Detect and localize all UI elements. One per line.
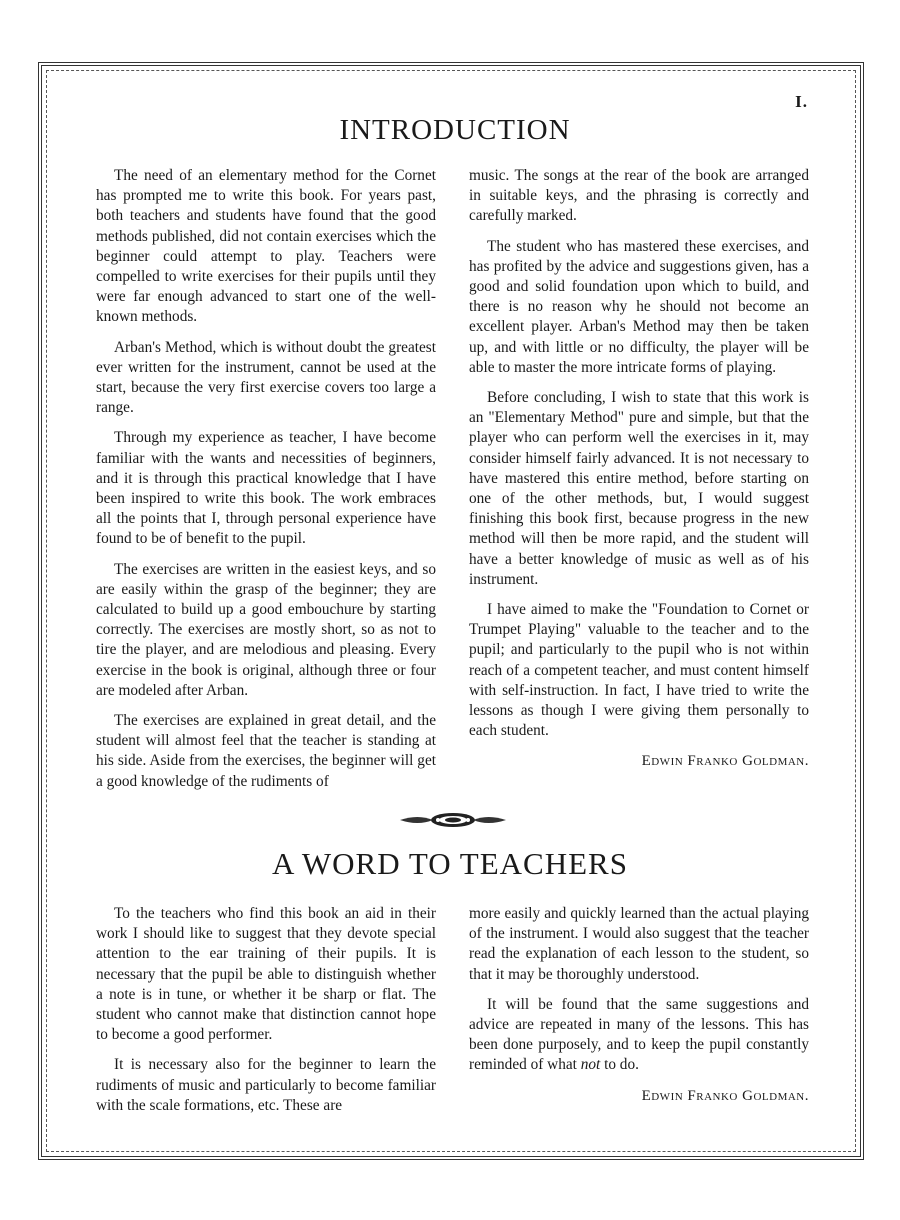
author-signature: Edwin Franko Goldman. <box>641 753 809 770</box>
author-signature: Edwin Franko Goldman. <box>641 1087 809 1104</box>
paragraph: The exercises are written in the easiest keys, and so are easily within the grasp of the beginner; they are calculated to build up a good embouchure by starting correctly. The exercises are mostly short, so as not to tire the player, and are melodious and pleasing. Every exercise in the book is original, although three or four are modeled after Arban. <box>96 560 436 699</box>
paragraph: It is necessary also for the beginner to learn the rudiments of music and particularly to become familiar with the scale formations, etc. These are <box>96 1056 436 1114</box>
teachers-title: A WORD TO TEACHERS <box>272 846 628 881</box>
paragraph-continuation: music. The songs at the rear of the book are arranged in suitable keys, and the phrasing is correctly and carefully marked. <box>469 167 809 225</box>
paragraph: Through my experience as teacher, I have become familiar with the wants and necessities of beginners, and it is through this practical knowledge that I have been inspired to write this book. The work embraces all the points that I, through personal experience have found to be of benefit to the pupil. <box>96 429 436 548</box>
paragraph-text: to do. <box>600 1056 639 1074</box>
paragraph: Before concluding, I wish to state that this work is an "Elementary Method" pure and simple, but that the player who can perform well the exercises in it, may consider himself fairly advanced. It is not necessary to have mastered this entire method, before starting on one of the other methods, but, I would suggest finishing this book first, because progress in the new method will then be more rapid, and the student will have a better knowledge of music as well as of his instrument. <box>469 389 809 588</box>
paragraph: The need of an elementary method for the Cornet has prompted me to write this book. For years past, both teachers and students have found that the good methods published, did not contain exercises which the beginner could attempt to play. Teachers were compelled to write exercises for their pupils until they were far enough advanced to start one of the well-known methods. <box>96 167 436 326</box>
page-number: I. <box>795 92 808 111</box>
paragraph-text: It will be found that the same suggestions and advice are repeated in many of the lessons. This has been done purposely, and to keep the pupil constantly reminded of what <box>469 995 809 1074</box>
introduction-right-column <box>469 166 809 772</box>
ornament-divider-icon <box>398 810 508 830</box>
paragraph: Arban's Method, which is without doubt the greatest ever written for the instrument, cannot be used at the start, because the very first exercise covers too large a range. <box>96 338 436 417</box>
introduction-left-column <box>96 166 436 802</box>
paragraph: I have aimed to make the "Foundation to Cornet or Trumpet Playing" valuable to the teacher and to the pupil; and particularly to the pupil who is not within reach of a competent teacher, and must content himself with self-instruction. In fact, I have tried to write the lessons as though I were giving them personally to each student. <box>469 601 809 740</box>
introduction-title: INTRODUCTION <box>339 114 571 146</box>
paragraph: The student who has mastered these exercises, and has profited by the advice and suggestions given, has a good and solid foundation upon which to build, and there is no reason why he should not become an excellent player. Arban's Method may then be taken up, and with little or no difficulty, the player will be able to master the more intricate forms of playing. <box>469 237 809 376</box>
paragraph: To the teachers who find this book an aid in their work I should like to suggest that they devote special attention to the ear training of their pupils. It is necessary that the pupil be able to distinguish whether a note is in tune, or whether it be sharp or flat. The student who cannot make that distinction cannot hope to become a good performer. <box>96 905 436 1044</box>
teachers-left-column <box>96 904 436 1126</box>
paragraph-continuation: more easily and quickly learned than the actual playing of the instrument. I would also suggest that the teacher read the explanation of each lesson to the student, so that it may be thoroughly understood. <box>469 905 809 983</box>
paragraph: The exercises are explained in great detail, and the student will almost feel that the teacher is standing at his side. Aside from the exercises, the beginner will get a good knowledge of the rudiments of <box>96 712 436 790</box>
paragraph <box>469 995 809 1076</box>
emphasis-text: not <box>580 1056 601 1074</box>
teachers-right-column <box>469 904 809 1106</box>
